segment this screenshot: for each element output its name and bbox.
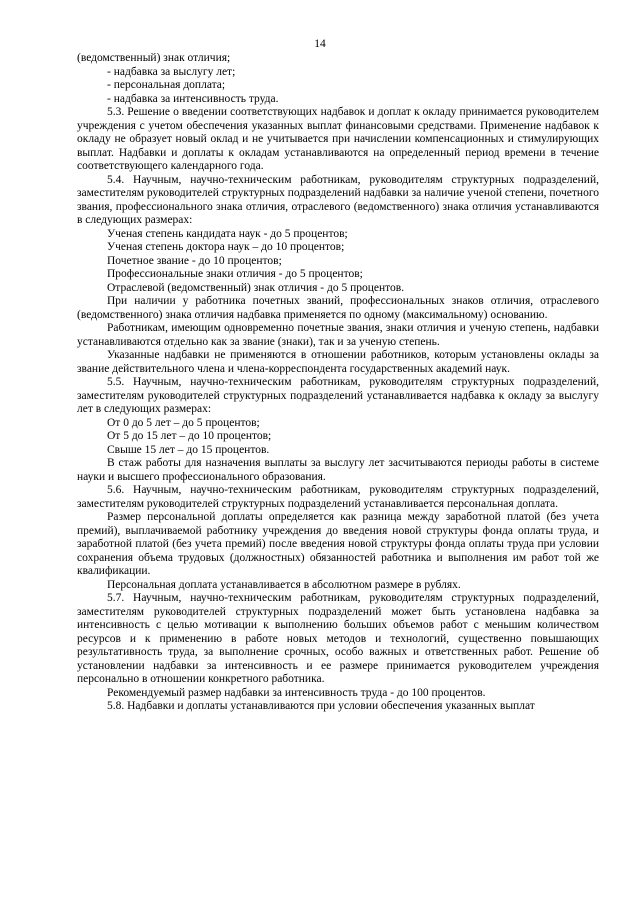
list-item: Отраслевой (ведомственный) знак отличия - до 5 процентов. (107, 281, 405, 294)
page-number: 14 (314, 38, 326, 50)
paragraph: 5.3. Решение о введении соответствующих надбавок и доплат к окладу принимается руководителем учреждения с учетом обеспечения указанных выплат финансовыми средствами. Применение надбавок к окладу не образует новый оклад и не учитывается при начислении компенсационных и стимулирующих выплат. Надбавки и доплаты к окладам устанавливаются на определенный период времени в течение соответствующего календарного года. (77, 106, 599, 172)
paragraph: (ведомственный) знак отличия; (77, 52, 231, 64)
paragraph: Работникам, имеющим одновременно почетные звания, знаки отличия и ученую степень, надбавки устанавливаются отдельно как за звание (знаки), так и за ученую степень. (77, 322, 599, 348)
paragraph: 5.6. Научным, научно-техническим работникам, руководителям структурных подразделений, заместителям руководителей структурных подразделений устанавливается персональная доплата. (77, 484, 599, 510)
list-item: - надбавка за выслугу лет; (107, 65, 236, 78)
list-item: От 5 до 15 лет – до 10 процентов; (107, 430, 272, 442)
paragraph: 5.5. Научным, научно-техническим работникам, руководителям структурных подразделений, заместителям руководителей структурных подразделений устанавливается надбавка к окладу за выслугу лет в следующих размерах: (77, 376, 599, 415)
paragraph: 5.4. Научным, научно-техническим работникам, руководителям структурных подразделений, заместителям руководителей структурных подразделений надбавки за наличие ученой степени, почетного звания, профессионального знака отличия, отраслевого (ведомственного) знака отличия устанавливаются в следующих размерах: (77, 173, 600, 226)
list-item: Почетное звание - до 10 процентов; (107, 254, 282, 267)
paragraph: 5.8. Надбавки и доплаты устанавливаются при условии обеспечения указанных выплат (107, 700, 535, 712)
list-item: Профессиональные знаки отличия - до 5 процентов; (107, 268, 363, 280)
list-item: - персональная доплата; (107, 79, 226, 91)
paragraph: При наличии у работника почетных званий, профессиональных знаков отличия, отраслевого (ведомственного) знака отличия надбавка применяется по одному (максимальному) основанию. (77, 295, 599, 321)
list-item: Ученая степень доктора наук – до 10 процентов; (107, 241, 345, 253)
list-item: Ученая степень кандидата наук - до 5 процентов; (107, 227, 348, 240)
paragraph: Персональная доплата устанавливается в абсолютном размере в рублях. (107, 578, 461, 591)
list-item: - надбавка за интенсивность труда. (107, 92, 279, 105)
list-item: Свыше 15 лет – до 15 процентов. (107, 443, 270, 456)
paragraph: Рекомендуемый размер надбавки за интенсивность труда - до 100 процентов. (107, 686, 486, 699)
paragraph: Указанные надбавки не применяются в отношении работников, которым установлены оклады за звание действительного члена и члена-корреспондента государственных академий наук. (77, 349, 599, 375)
paragraph: Размер персональной доплаты определяется как разница между заработной платой (без учета премий), выплачиваемой работнику учреждения до введения новой структуры фонда оплаты труда, и заработной платой (без учета премий) после введения новой структуры фонда оплаты труда при условии сохранения объема трудовых (должностных) обязанностей работника и выполнения им работ той же квалификации. (77, 511, 599, 577)
paragraph: В стаж работы для назначения выплаты за выслугу лет засчитываются периоды работы в системе науки и высшего профессионального образования. (77, 457, 599, 483)
paragraph: 5.7. Научным, научно-техническим работникам, руководителям структурных подразделений, заместителям руководителей структурных подразделений может быть установлена надбавка за интенсивность с целью мотивации к выполнению больших объемов работ с меньшим количеством ресурсов и к применению в работе новых методов и технологий, существенно повышающих результативность труда, за выполнение срочных, особо важных и ответственных работ. Решение об установлении надбавки за интенсивность и ее размере принимается руководителем учреждения персонально в отношении конкретного работника. (77, 592, 599, 685)
document-body (77, 52, 599, 714)
list-item: От 0 до 5 лет – до 5 процентов; (107, 416, 260, 429)
